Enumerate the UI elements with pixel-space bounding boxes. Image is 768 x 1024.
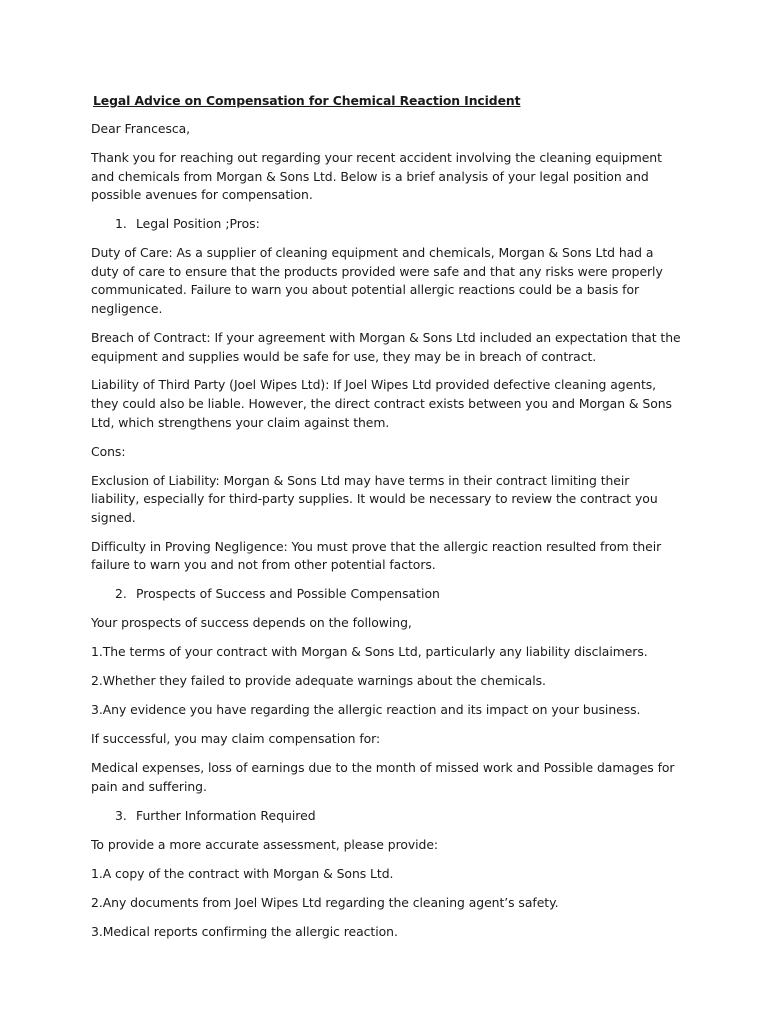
document-page xyxy=(91,91,681,952)
section-number: 2. xyxy=(115,586,127,602)
cons-paragraph: Exclusion of Liability: Morgan & Sons Ltd may have terms in their contract limiting their liability, especially for third-party supplies. It would be necessary to review the contract you signed. xyxy=(91,472,658,525)
pros-paragraph: Liability of Third Party (Joel Wipes Ltd): If Joel Wipes Ltd provided defective cleaning agents, they could also be liable. However, the direct contract exists between you and Morgan & Sons Ltd, which strengthens your claim against them. xyxy=(91,377,672,430)
section-number: 1. xyxy=(115,216,127,232)
intro-paragraph: Thank you for reaching out regarding your recent accident involving the cleaning equipment and chemicals from Morgan & Sons Ltd. Below is a brief analysis of your legal position and possible avenues for compensation. xyxy=(91,149,662,203)
section-heading-label: Legal Position ;Pros: xyxy=(136,216,260,232)
document-title: Legal Advice on Compensation for Chemical Reaction Incident xyxy=(93,93,521,108)
section-number: 3. xyxy=(115,807,127,823)
prospects-item: 2.Whether they failed to provide adequate warnings about the chemicals. xyxy=(91,673,546,689)
salutation: Dear Francesca, xyxy=(91,121,191,136)
cons-paragraph: Difficulty in Proving Negligence: You must prove that the allergic reaction resulted from their failure to warn you and not from other potential factors. xyxy=(91,538,662,573)
info-item: 3.Medical reports confirming the allergic reaction. xyxy=(91,923,398,939)
pros-paragraph: Breach of Contract: If your agreement with Morgan & Sons Ltd included an expectation that the equipment and supplies would be safe for use, they may be in breach of contract. xyxy=(91,329,681,364)
prospects-item: 3.Any evidence you have regarding the allergic reaction and its impact on your business. xyxy=(91,702,641,718)
prospects-item: 1.The terms of your contract with Morgan & Sons Ltd, particularly any liability disclaimers. xyxy=(91,644,648,660)
section-heading-legal-position xyxy=(91,215,681,234)
claim-paragraph: Medical expenses, loss of earnings due to the month of missed work and Possible damages for pain and suffering. xyxy=(91,760,675,794)
section-heading-label: Further Information Required xyxy=(136,807,316,823)
section-heading-further-info xyxy=(91,807,681,826)
info-item: 1.A copy of the contract with Morgan & Sons Ltd. xyxy=(91,865,394,881)
claim-intro: If successful, you may claim compensation for: xyxy=(91,731,381,747)
pros-paragraph: Duty of Care: As a supplier of cleaning equipment and chemicals, Morgan & Sons Ltd had a duty of care to ensure that the products provided were safe and that any risks were properly communicated. Failure to warn you about potential allergic reactions could be a basis for negligence. xyxy=(91,245,663,316)
section-heading-prospects xyxy=(91,585,681,604)
section-heading-label: Prospects of Success and Possible Compensation xyxy=(136,586,440,602)
cons-label: Cons: xyxy=(91,443,126,459)
prospects-intro: Your prospects of success depends on the following, xyxy=(91,615,412,631)
info-intro: To provide a more accurate assessment, please provide: xyxy=(91,836,439,852)
info-item: 2.Any documents from Joel Wipes Ltd regarding the cleaning agent’s safety. xyxy=(91,894,559,910)
